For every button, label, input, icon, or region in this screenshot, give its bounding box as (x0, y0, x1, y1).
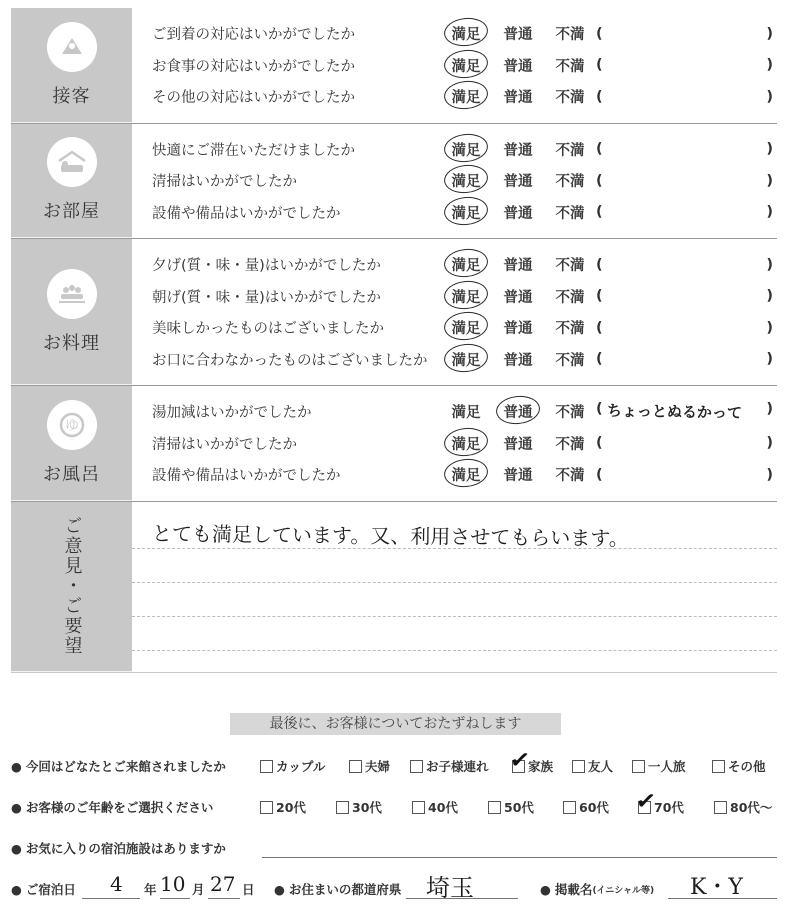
option-label: 友人 (588, 759, 614, 774)
companion-option[interactable] (260, 757, 349, 775)
comment-parens[interactable] (596, 467, 777, 483)
day-line (208, 898, 240, 899)
paren-close: ) (766, 466, 773, 483)
option-satisfied[interactable]: 満足 (440, 23, 492, 44)
comment-note (603, 56, 767, 75)
option-satisfied[interactable]: 満足 (440, 86, 492, 107)
option-dissatisfied[interactable]: 不満 (555, 405, 585, 422)
question-row (152, 428, 777, 460)
listing-name: ● 掲載名 (イニシャル等) (540, 881, 655, 897)
paren-open: ( (596, 256, 603, 273)
question-row (152, 18, 777, 50)
section-0 (11, 8, 777, 124)
question-row (152, 459, 777, 491)
question-row (152, 81, 777, 113)
comment-parens[interactable] (596, 320, 777, 336)
checkbox[interactable] (712, 760, 725, 773)
paren-close: ) (766, 435, 773, 452)
stay-month: 10 (160, 872, 186, 896)
age-option[interactable] (563, 798, 638, 816)
section-head (11, 239, 132, 385)
survey-form (11, 8, 777, 673)
option-normal[interactable]: 普通 (503, 321, 533, 338)
option-normal[interactable]: 普通 (492, 401, 544, 422)
question-rows (132, 124, 777, 239)
age-option[interactable] (714, 798, 780, 816)
question-rows (132, 386, 777, 501)
favorite-answer-line[interactable] (262, 857, 777, 858)
stay-day: 27 (210, 872, 236, 896)
checkbox[interactable] (714, 801, 727, 814)
option-normal[interactable]: 普通 (503, 27, 533, 44)
comment-note (603, 203, 767, 222)
paren-open: ( (596, 435, 603, 452)
comment-parens[interactable] (596, 141, 777, 157)
question-text: その他の対応はいかがでしたか (152, 90, 355, 107)
paren-close: ) (766, 351, 773, 368)
question-row (152, 249, 777, 281)
companion-choices (260, 743, 778, 776)
companion-question: ● 今回はどなたとご来館されましたか (11, 758, 226, 774)
paren-close: ) (766, 256, 773, 273)
option-label: 80代〜 (730, 800, 773, 815)
comment-parens[interactable] (596, 26, 777, 42)
companion-option[interactable] (410, 757, 512, 775)
section-label: お部屋 (43, 201, 100, 223)
option-satisfied[interactable]: 満足 (440, 317, 492, 338)
paren-close: ) (766, 141, 773, 158)
section-head (11, 8, 132, 123)
comments-text: とても満足しています。又、利用させてもらいます。 (151, 521, 629, 550)
option-normal[interactable]: 普通 (503, 174, 533, 191)
question-row (152, 396, 777, 428)
question-text: 夕げ(質・味・量)はいかがでしたか (152, 258, 381, 275)
prefecture: ● お住まいの都道府県 (274, 881, 402, 897)
comments-section (11, 502, 777, 673)
comment-parens[interactable] (596, 435, 777, 451)
paren-close: ) (766, 172, 773, 189)
question-row (152, 312, 777, 344)
paren-open: ( (596, 204, 603, 221)
age-choices (260, 784, 780, 817)
question-text: 朝げ(質・味・量)はいかがでしたか (152, 289, 381, 306)
question-rows (132, 8, 777, 123)
companion-option[interactable] (349, 757, 410, 775)
companion-option[interactable] (572, 757, 632, 775)
ruled-line (132, 650, 777, 651)
comments-label: ご意見・ご要望 (61, 516, 83, 656)
option-dissatisfied[interactable]: 不満 (555, 258, 585, 275)
question-text: 快適にご滞在いただけましたか (152, 142, 355, 159)
option-label: 夫婦 (365, 759, 391, 774)
comment-note (603, 255, 767, 274)
ruled-line (132, 616, 777, 617)
comment-parens[interactable] (596, 257, 777, 273)
paren-open: ( (596, 288, 603, 305)
companion-option[interactable] (712, 757, 778, 775)
day-unit: 日 (242, 882, 255, 897)
paren-open: ( (596, 351, 603, 368)
mountain-icon (47, 22, 97, 72)
comment-parens[interactable] (596, 57, 777, 73)
section-head (11, 386, 132, 501)
closing-title: 最後に、お客様についておたずねします (230, 713, 561, 735)
checkbox[interactable] (260, 801, 273, 814)
question-text: 設備や備品はいかがでしたか (152, 468, 341, 485)
paren-close: ) (766, 57, 773, 74)
comment-note (603, 350, 767, 369)
option-satisfied[interactable]: 満足 (440, 202, 492, 223)
comment-parens[interactable] (596, 204, 777, 220)
option-satisfied[interactable]: 満足 (440, 433, 492, 454)
option-label: カップル (276, 759, 326, 774)
section-label: お料理 (43, 332, 100, 354)
comment-note (603, 140, 767, 159)
section-label: お風呂 (43, 463, 100, 485)
paren-open: ( (596, 401, 603, 418)
option-label: お子様連れ (426, 759, 489, 774)
paren-close: ) (766, 25, 773, 42)
paren-close: ) (766, 288, 773, 305)
paren-open: ( (596, 25, 603, 42)
option-dissatisfied[interactable]: 不満 (555, 352, 585, 369)
option-satisfied[interactable]: 満足 (440, 254, 492, 275)
paren-open: ( (596, 141, 603, 158)
option-normal[interactable]: 普通 (503, 142, 533, 159)
option-normal[interactable]: 普通 (503, 258, 533, 275)
question-row (152, 281, 777, 313)
question-text: 設備や備品はいかがでしたか (152, 205, 341, 222)
option-label: その他 (728, 759, 766, 774)
checkbox[interactable] (488, 801, 501, 814)
comment-parens[interactable] (596, 401, 777, 422)
comment-parens[interactable] (596, 89, 777, 105)
option-dissatisfied[interactable]: 不満 (555, 27, 585, 44)
section-1 (11, 124, 777, 240)
check-mark-icon: ✓ (508, 743, 533, 776)
age-option[interactable] (260, 798, 336, 816)
option-normal[interactable]: 普通 (503, 289, 533, 306)
checkbox[interactable] (336, 801, 349, 814)
comment-parens[interactable] (596, 351, 777, 367)
option-label: 一人旅 (648, 759, 686, 774)
month-unit: 月 (192, 882, 205, 897)
option-satisfied[interactable]: 満足 (440, 349, 492, 370)
section-head (11, 124, 132, 239)
section-label: 接客 (52, 85, 91, 107)
checkbox[interactable] (260, 760, 273, 773)
age-option[interactable] (488, 798, 563, 816)
comments-area[interactable] (132, 502, 777, 672)
comment-note (603, 287, 767, 306)
comment-note (603, 24, 767, 43)
option-dissatisfied[interactable]: 不満 (555, 90, 585, 107)
question-row (152, 50, 777, 82)
option-dissatisfied[interactable]: 不満 (555, 436, 585, 453)
comment-note (603, 171, 767, 190)
question-text: お食事の対応はいかがでしたか (152, 58, 355, 75)
question-text: 清掃はいかがでしたか (152, 174, 297, 191)
option-normal[interactable]: 普通 (503, 58, 533, 75)
option-satisfied[interactable]: 満足 (440, 139, 492, 160)
ruled-line (132, 582, 777, 583)
option-label: 20代 (276, 800, 306, 815)
checkbox[interactable] (572, 760, 585, 773)
paren-open: ( (596, 466, 603, 483)
question-row (152, 344, 777, 376)
check-mark-icon: ✓ (634, 784, 659, 817)
year-line (82, 898, 140, 899)
year-unit: 年 (144, 882, 157, 897)
question-rows (132, 239, 777, 385)
question-text: 清掃はいかがでしたか (152, 436, 297, 453)
option-label: 70代 (654, 800, 684, 815)
age-option[interactable] (412, 798, 488, 816)
hot-spring-icon (47, 400, 97, 450)
option-satisfied[interactable]: 満足 (440, 170, 492, 191)
option-label: 家族 (528, 759, 554, 774)
option-dissatisfied[interactable]: 不満 (555, 142, 585, 159)
room-icon (47, 137, 97, 187)
option-label: 60代 (579, 800, 609, 815)
section-2 (11, 239, 777, 386)
option-dissatisfied[interactable]: 不満 (555, 58, 585, 75)
option-label: 30代 (352, 800, 382, 815)
option-satisfied[interactable]: 満足 (440, 55, 492, 76)
svg-text:ゆ: ゆ (64, 417, 79, 434)
listing-value: K・Y (690, 875, 743, 900)
checkbox[interactable] (412, 801, 425, 814)
question-text: 美味しかったものはございましたか (152, 321, 384, 338)
option-dissatisfied[interactable]: 不満 (555, 205, 585, 222)
checkbox[interactable] (563, 801, 576, 814)
dish-icon (47, 269, 97, 319)
option-satisfied[interactable]: 満足 (440, 286, 492, 307)
age-option[interactable] (336, 798, 412, 816)
paren-close: ) (766, 401, 773, 418)
paren-open: ( (596, 88, 603, 105)
prefecture-value: 埼玉 (426, 874, 474, 902)
comment-parens[interactable] (596, 173, 777, 189)
question-text: お口に合わなかったものはございましたか (152, 352, 428, 369)
comment-note (603, 434, 767, 453)
checkbox[interactable] (410, 760, 423, 773)
comments-head (11, 502, 132, 672)
option-satisfied[interactable]: 満足 (440, 464, 492, 485)
checkbox[interactable] (632, 760, 645, 773)
month-line (160, 898, 190, 899)
companion-option[interactable] (632, 757, 712, 775)
question-row (152, 134, 777, 166)
paren-open: ( (596, 57, 603, 74)
option-label: 40代 (428, 800, 458, 815)
question-text: 湯加減はいかがでしたか (152, 405, 312, 422)
option-dissatisfied[interactable]: 不満 (555, 321, 585, 338)
question-row (152, 165, 777, 197)
comment-note (603, 318, 767, 337)
comment-parens[interactable] (596, 288, 777, 304)
favorite-question: ● お気に入りの宿泊施設はありますか (11, 840, 226, 856)
comment-note (603, 87, 767, 106)
paren-close: ) (766, 88, 773, 105)
option-normal[interactable]: 普通 (503, 205, 533, 222)
checkbox[interactable] (349, 760, 362, 773)
paren-open: ( (596, 319, 603, 336)
stay-year: 4 (110, 872, 123, 896)
option-dissatisfied[interactable]: 不満 (555, 289, 585, 306)
paren-open: ( (596, 172, 603, 189)
stay-date: ● ご宿泊日 (11, 881, 76, 897)
section-3 (11, 386, 777, 502)
option-normal[interactable]: 普通 (503, 352, 533, 369)
comment-note: ちょっとぬるかって (606, 401, 742, 423)
question-text: ご到着の対応はいかがでしたか (152, 27, 355, 44)
option-dissatisfied[interactable]: 不満 (555, 468, 585, 485)
option-normal[interactable]: 普通 (503, 468, 533, 485)
option-normal[interactable]: 普通 (503, 436, 533, 453)
companion-option[interactable] (508, 743, 572, 776)
option-dissatisfied[interactable]: 不満 (555, 174, 585, 191)
paren-close: ) (766, 319, 773, 336)
age-question: ● お客様のご年齢をご選択ください (11, 799, 214, 815)
age-option[interactable] (634, 784, 714, 817)
option-label: 50代 (504, 800, 534, 815)
question-row (152, 197, 777, 229)
paren-close: ) (766, 204, 773, 221)
option-satisfied[interactable]: 満足 (451, 405, 481, 422)
option-normal[interactable]: 普通 (503, 90, 533, 107)
comment-note (603, 465, 767, 484)
